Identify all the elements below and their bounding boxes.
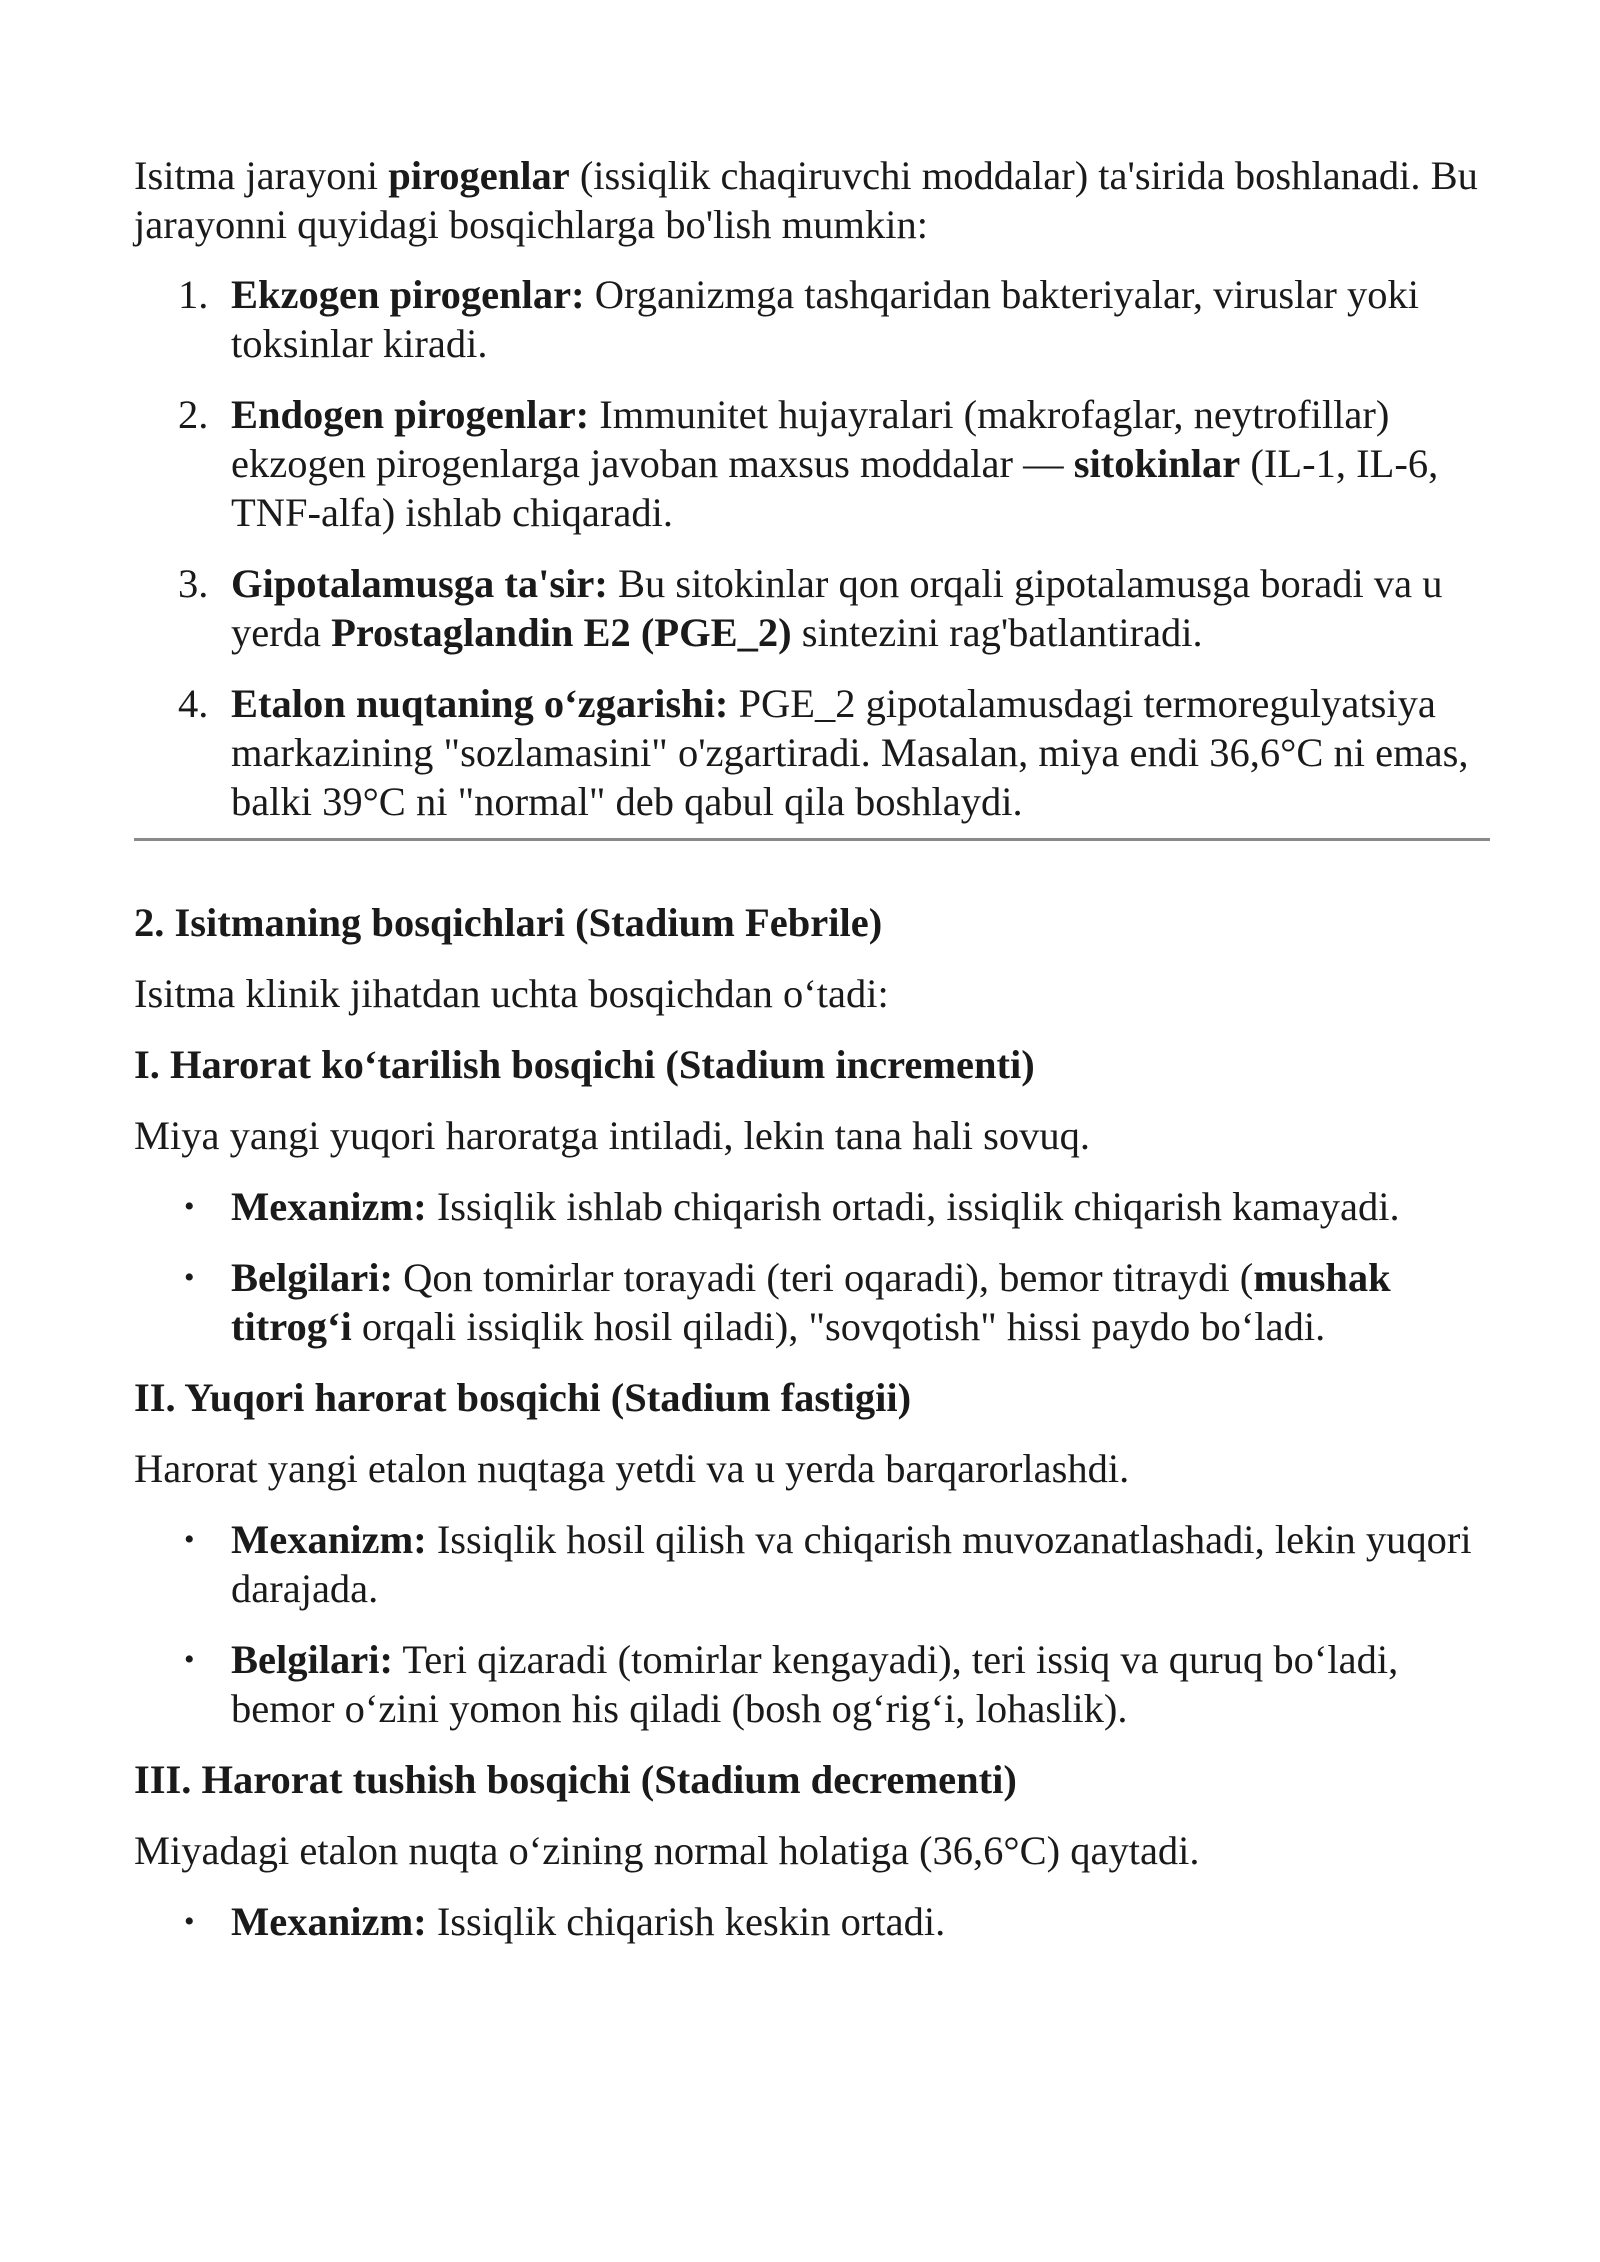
mechanism-label: Mexanizm: <box>231 1184 427 1229</box>
section-heading: 2. Isitmaning bosqichlari (Stadium Febrile) <box>134 900 883 945</box>
stage-bullet-list <box>134 1897 1490 1946</box>
step-title: Etalon nuqtaning o‘zgarishi: <box>231 681 729 726</box>
signs-text: orqali issiqlik hosil qiladi), "sovqotish" hissi paydo bo‘ladi. <box>351 1304 1326 1349</box>
horizontal-divider <box>134 838 1490 841</box>
bullet-icon: • <box>184 1643 195 1676</box>
stage-heading: II. Yuqori harorat bosqichi (Stadium fastigii) <box>134 1375 912 1420</box>
list-number: 3. <box>178 561 209 606</box>
step-text: (IL-1, IL-6, TNF-alfa) ishlab chiqaradi. <box>231 441 1439 535</box>
list-number: 4. <box>178 681 209 726</box>
step-text: sintezini rag'batlantiradi. <box>791 610 1203 655</box>
stage-heading: III. Harorat tushish bosqichi (Stadium decrementi) <box>134 1757 1017 1802</box>
mechanism-label: Mexanizm: <box>231 1517 427 1562</box>
mechanism-label: Mexanizm: <box>231 1899 427 1944</box>
list-item <box>134 1635 1490 1733</box>
document-page <box>134 0 1490 1946</box>
stage-bullet-list <box>134 1182 1490 1351</box>
list-item <box>134 559 1490 657</box>
bullet-icon: • <box>184 1261 195 1294</box>
mechanism-text: Issiqlik hosil qilish va chiqarish muvozanatlashadi, lekin yuqori darajada. <box>231 1517 1472 1611</box>
stage-description: Miyadagi etalon nuqta o‘zining normal holatiga (36,6°C) qaytadi. <box>134 1828 1200 1873</box>
stage-bullet-list <box>134 1515 1490 1733</box>
step-title: Ekzogen pirogenlar: <box>231 272 585 317</box>
bullet-icon: • <box>184 1523 195 1556</box>
stage-description: Miya yangi yuqori haroratga intiladi, lekin tana hali sovuq. <box>134 1113 1091 1158</box>
bullet-icon: • <box>184 1190 195 1223</box>
list-number: 1. <box>178 272 209 317</box>
mechanism-text: Issiqlik chiqarish keskin ortadi. <box>426 1899 946 1944</box>
bullet-icon: • <box>184 1905 195 1938</box>
list-item <box>134 1515 1490 1613</box>
list-item <box>134 1253 1490 1351</box>
step-text: Immunitet hujayralari (makrofaglar, neytrofillar) ekzogen pirogenlarga javoban maxsus moddalar — <box>231 392 1390 486</box>
signs-text: Teri qizaradi (tomirlar kengayadi), teri issiq va quruq bo‘ladi, bemor o‘zini yomon his qiladi (bosh og‘rig‘i, lohaslik). <box>231 1637 1399 1731</box>
list-item <box>134 270 1490 368</box>
section-lead: Isitma klinik jihatdan uchta bosqichdan o‘tadi: <box>134 971 889 1016</box>
signs-label: Belgilari: <box>231 1637 393 1682</box>
signs-text: Qon tomirlar torayadi (teri oqaradi), bemor titraydi ( <box>392 1255 1254 1300</box>
step-title: Endogen pirogenlar: <box>231 392 590 437</box>
intro-text-2: (issiqlik chaqiruvchi moddalar) ta'sirida boshlanadi. Bu jarayonni quyidagi bosqichlarga bo'lish mumkin: <box>134 153 1478 247</box>
step-title: Gipotalamusga ta'sir: <box>231 561 608 606</box>
step-bold-term: Prostaglandin E2 (PGE_2) <box>331 610 792 655</box>
list-item <box>134 390 1490 537</box>
step-text: Organizmga tashqaridan bakteriyalar, viruslar yoki toksinlar kiradi. <box>231 272 1419 366</box>
step-text: Bu sitokinlar qon orqali gipotalamusga boradi va u yerda <box>231 561 1443 655</box>
list-item <box>134 1182 1490 1231</box>
mechanism-text: Issiqlik ishlab chiqarish ortadi, issiqlik chiqarish kamayadi. <box>426 1184 1400 1229</box>
intro-bold-pirogenlar: pirogenlar <box>388 153 570 198</box>
step-text: PGE_2 gipotalamusdagi termoregulyatsiya markazining "sozlamasini" o'zgartiradi. Masalan, miya endi 36,6°C ni emas, balki 39°C ni "normal" deb qabul qila boshlaydi. <box>231 681 1469 824</box>
intro-text-1: Isitma jarayoni <box>134 153 389 198</box>
signs-label: Belgilari: <box>231 1255 393 1300</box>
stage-description: Harorat yangi etalon nuqtaga yetdi va u yerda barqarorlashdi. <box>134 1446 1130 1491</box>
pyrogen-steps-list <box>134 270 1490 826</box>
list-number: 2. <box>178 392 209 437</box>
list-item <box>134 679 1490 826</box>
intro-paragraph <box>134 151 1490 249</box>
signs-bold-term: mushak titrog‘i <box>231 1255 1391 1349</box>
list-item <box>134 1897 1490 1946</box>
stage-heading: I. Harorat ko‘tarilish bosqichi (Stadium incrementi) <box>134 1042 1035 1087</box>
step-bold-term: sitokinlar <box>1073 441 1241 486</box>
